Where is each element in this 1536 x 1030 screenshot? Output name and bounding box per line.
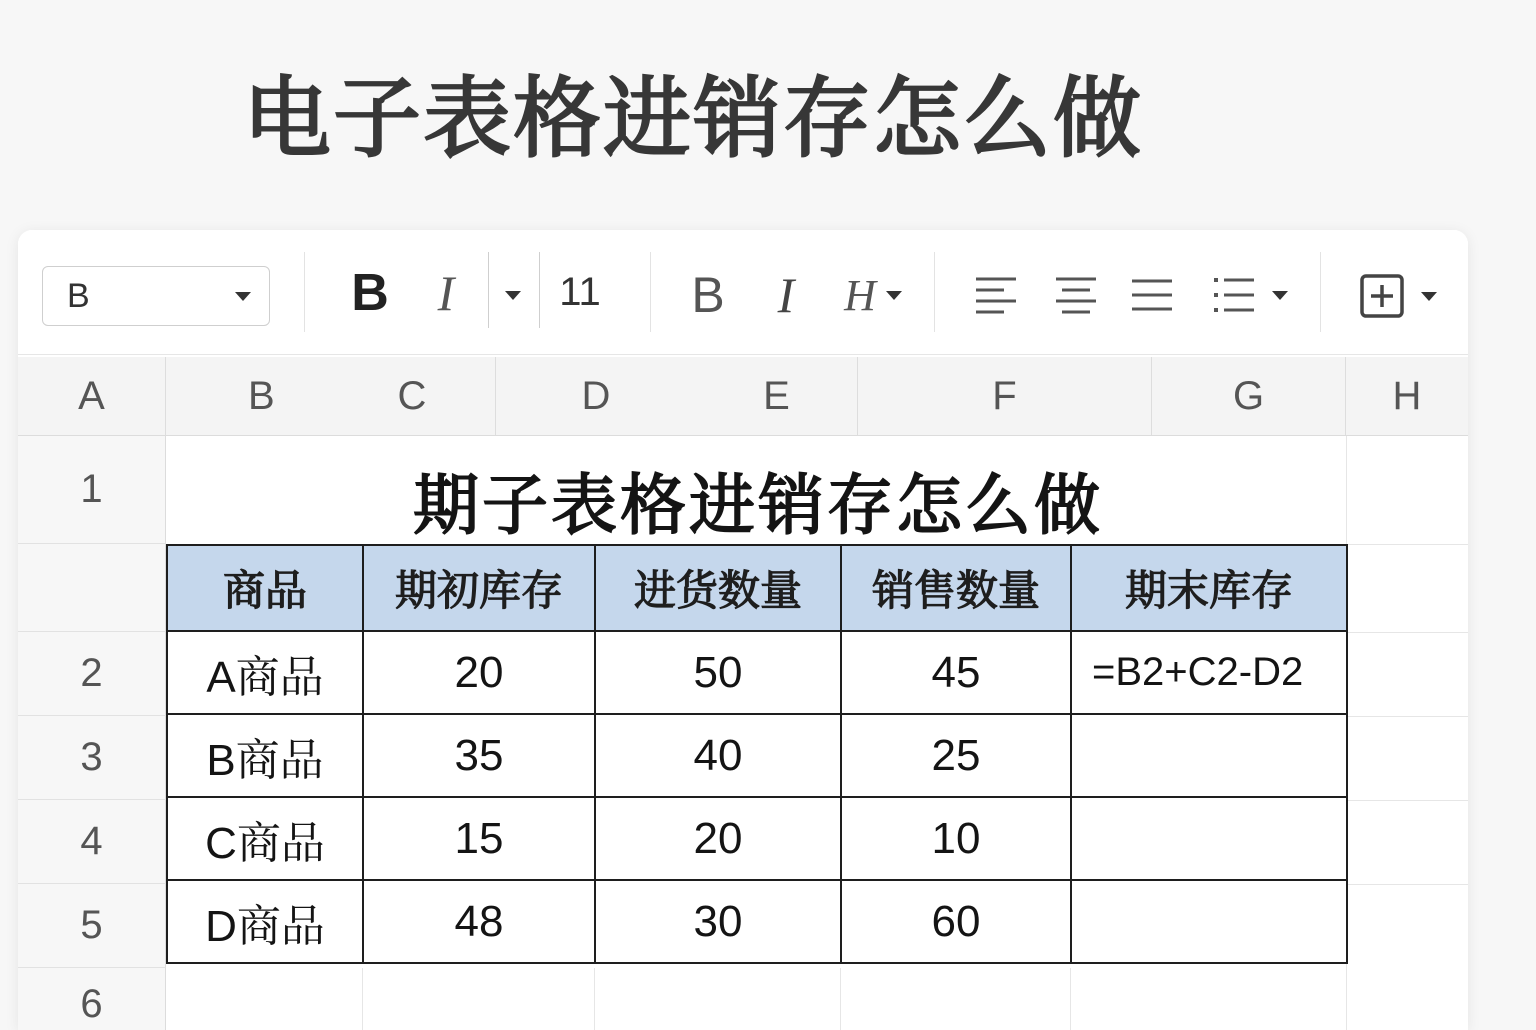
column-header-c[interactable]: C	[397, 373, 427, 418]
toolbar-divider	[304, 252, 305, 332]
bold-button[interactable]: B	[351, 264, 389, 322]
align-justify-icon	[1130, 275, 1174, 315]
gridline	[840, 968, 841, 1030]
column-header-g[interactable]: G	[1152, 357, 1346, 435]
formula-cell[interactable]: =B2+C2-D2	[1071, 631, 1347, 714]
table-cell[interactable]: 20	[595, 797, 841, 880]
gridline	[1070, 968, 1071, 1030]
table-cell[interactable]	[1071, 880, 1347, 963]
gridline	[594, 968, 595, 1030]
row-header-6[interactable]: 6	[18, 968, 166, 1030]
column-header-row	[18, 357, 1468, 436]
bulleted-list-icon	[1212, 275, 1256, 315]
inventory-table	[166, 544, 1348, 964]
chevron-down-icon	[1421, 292, 1437, 301]
table-header-row	[167, 545, 1347, 631]
gridline	[1346, 800, 1468, 801]
bold-outline-button[interactable]: B	[691, 267, 725, 323]
column-header-a[interactable]: A	[18, 357, 166, 435]
list-button[interactable]	[1202, 270, 1298, 320]
page-title: 电子表格进销存怎么做	[243, 67, 1144, 170]
gridline	[362, 968, 363, 1030]
gridline	[1346, 716, 1468, 717]
table-row	[167, 631, 1347, 714]
column-header-e[interactable]: E	[696, 357, 858, 435]
row-header-3[interactable]: 3	[18, 716, 166, 800]
column-header-d[interactable]: D	[581, 373, 611, 418]
column-header-b[interactable]: B	[166, 357, 496, 435]
row-header-blank[interactable]	[18, 544, 166, 632]
header-cell-purchase-qty[interactable]: 进货数量	[595, 545, 841, 631]
align-left-icon	[974, 275, 1018, 315]
font-size-field[interactable]: 11	[559, 269, 601, 314]
table-cell[interactable]: 48	[363, 880, 595, 963]
format-dropdown-button[interactable]	[492, 270, 534, 320]
toolbar-divider	[650, 252, 651, 332]
table-cell[interactable]: 35	[363, 714, 595, 797]
chevron-down-icon	[886, 291, 902, 300]
sheet-title-cell[interactable]: 期子表格进销存怎么做	[413, 467, 1103, 544]
column-header-h[interactable]: H	[1392, 373, 1422, 418]
table-cell[interactable]: B商品	[167, 714, 363, 797]
row-header-2[interactable]: 2	[18, 632, 166, 716]
table-cell[interactable]: A商品	[167, 631, 363, 714]
column-header-f[interactable]: F	[858, 357, 1152, 435]
gridline	[1346, 632, 1468, 633]
table-cell[interactable]: D商品	[167, 880, 363, 963]
font-family-select[interactable]	[42, 266, 270, 326]
insert-button[interactable]	[1348, 270, 1448, 322]
table-cell[interactable]: 15	[363, 797, 595, 880]
row-header-5[interactable]: 5	[18, 884, 166, 968]
table-cell[interactable]: 10	[841, 797, 1071, 880]
align-left-button[interactable]	[968, 270, 1024, 320]
toolbar-divider	[1320, 252, 1321, 332]
table-cell[interactable]: 25	[841, 714, 1071, 797]
chevron-down-icon	[505, 291, 521, 300]
toolbar-divider	[934, 252, 935, 332]
strikethrough-button[interactable]	[830, 266, 916, 324]
chevron-down-icon	[235, 292, 251, 301]
table-cell[interactable]: 45	[841, 631, 1071, 714]
table-cell[interactable]: 60	[841, 880, 1071, 963]
table-cell[interactable]: 20	[363, 631, 595, 714]
table-cell[interactable]	[1071, 714, 1347, 797]
italic-outline-button[interactable]: I	[777, 267, 795, 323]
table-cell[interactable]: C商品	[167, 797, 363, 880]
row-header-4[interactable]: 4	[18, 800, 166, 884]
header-cell-opening-stock[interactable]: 期初库存	[363, 545, 595, 631]
table-cell[interactable]: 30	[595, 880, 841, 963]
header-cell-product[interactable]: 商品	[167, 545, 363, 631]
table-row	[167, 797, 1347, 880]
table-row	[167, 880, 1347, 963]
header-cell-closing-stock[interactable]: 期末库存	[1071, 545, 1347, 631]
align-justify-button[interactable]	[1124, 270, 1180, 320]
table-cell[interactable]: 50	[595, 631, 841, 714]
font-family-value: B	[67, 276, 90, 315]
table-cell[interactable]	[1071, 797, 1347, 880]
add-box-icon	[1359, 273, 1405, 319]
table-cell[interactable]: 40	[595, 714, 841, 797]
strikethrough-icon: H	[844, 270, 876, 320]
row-header-1[interactable]: 1	[18, 436, 166, 544]
italic-button[interactable]: I	[437, 265, 455, 321]
table-row	[167, 714, 1347, 797]
align-center-button[interactable]	[1048, 270, 1104, 320]
header-cell-sales-qty[interactable]: 销售数量	[841, 545, 1071, 631]
align-center-icon	[1054, 275, 1098, 315]
chevron-down-icon	[1272, 291, 1288, 300]
gridline	[1346, 884, 1468, 885]
toolbar	[18, 230, 1468, 355]
spreadsheet-window	[18, 230, 1468, 1030]
